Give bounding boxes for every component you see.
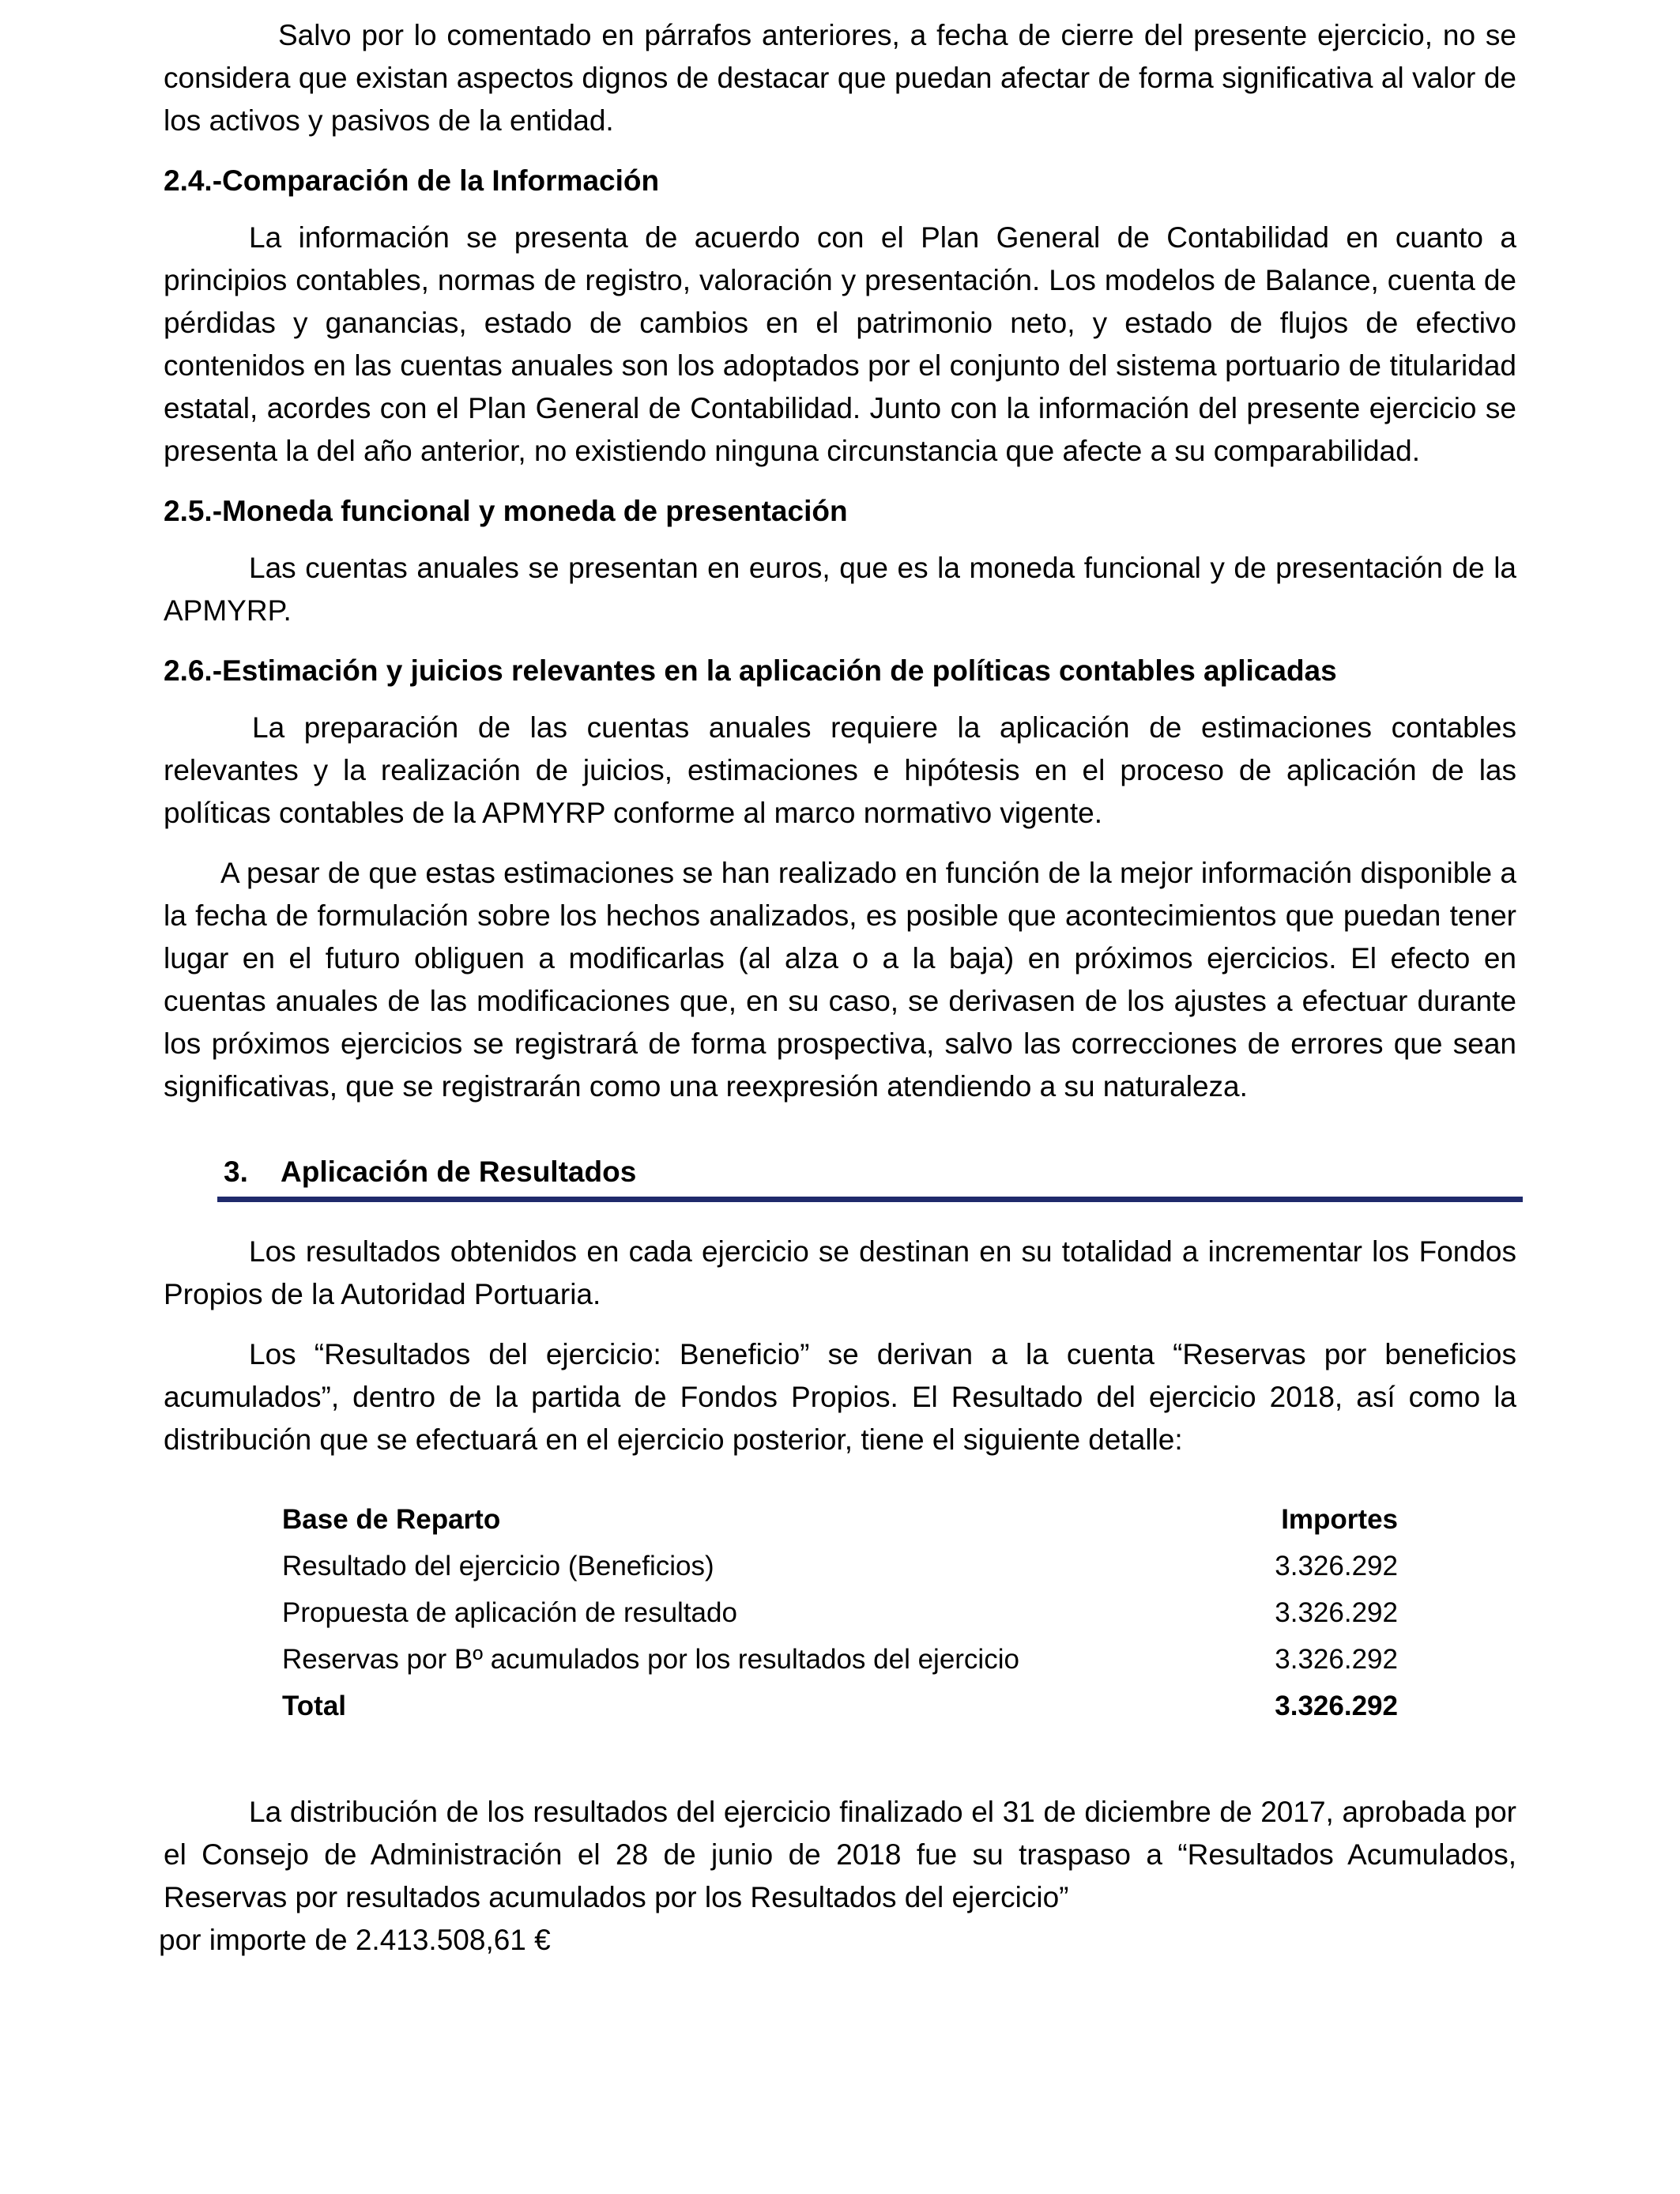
section-3-header xyxy=(217,1151,1523,1202)
section-2-4-body: La información se presenta de acuerdo con el Plan General de Contabilidad en cuanto a principios contables, normas de registro, valoración y presentación. Los modelos de Balance, cuenta de pérdidas y ganancias, estado de cambios en el patrimonio neto, y estado de flujos de efectivo contenidos en las cuentas anuales son los adoptados por el conjunto del sistema portuario de titularidad estatal, acordes con el Plan General de Contabilidad. Junto con la información del presente ejercicio se presenta la del año anterior, no existiendo ninguna circunstancia que afecte a su comparabilidad. xyxy=(164,221,1516,467)
table-row xyxy=(282,1636,1398,1683)
row-amount: 3.326.292 xyxy=(1275,1596,1398,1628)
table-row xyxy=(282,1589,1398,1636)
total-amount: 3.326.292 xyxy=(1275,1690,1398,1721)
row-amount: 3.326.292 xyxy=(1275,1550,1398,1581)
table-row xyxy=(282,1543,1398,1589)
section-2-6-body-1: La preparación de las cuentas anuales requiere la aplicación de estimaciones contables relevantes y la realización de juicios, estimaciones e hipótesis en el proceso de aplicación de las políticas contables de la APMYRP conforme al marco normativo vigente. xyxy=(164,711,1516,829)
total-label: Total xyxy=(282,1690,347,1721)
intro-paragraph: Salvo por lo comentado en párrafos anteriores, a fecha de cierre del presente ejercicio, no se considera que existan aspectos dignos de destacar que puedan afectar de forma significativa al valor de los activos y pasivos de la entidad. xyxy=(164,19,1516,137)
section-3-number: 3. xyxy=(224,1155,248,1188)
section-3-body-2: Los “Resultados del ejercicio: Beneficio” se derivan a la cuenta “Reservas por beneficios acumulados”, dentro de la partida de Fondos Propios. El Resultado del ejercicio 2018, así como la distribución que se efectuará en el ejercicio posterior, tiene el siguiente detalle: xyxy=(164,1338,1516,1456)
section-2-5-heading: 2.5.-Moneda funcional y moneda de presentación xyxy=(164,495,848,527)
table-header-row xyxy=(282,1496,1398,1543)
row-label: Propuesta de aplicación de resultado xyxy=(282,1596,737,1628)
section-2-5-body: Las cuentas anuales se presentan en euros, que es la moneda funcional y de presentación de la APMYRP. xyxy=(164,552,1516,627)
section-divider xyxy=(217,1197,1523,1202)
reparto-table xyxy=(282,1496,1398,1729)
section-3-body-1: Los resultados obtenidos en cada ejercicio se destinan en su totalidad a incrementar los Fondos Propios de la Autoridad Portuaria. xyxy=(164,1235,1516,1310)
document-page xyxy=(159,14,1516,1962)
header-base: Base de Reparto xyxy=(282,1503,501,1535)
section-2-4-heading: 2.4.-Comparación de la Información xyxy=(164,164,660,197)
row-label: Resultado del ejercicio (Beneficios) xyxy=(282,1550,714,1581)
section-3-title: Aplicación de Resultados xyxy=(281,1155,637,1188)
closing-block xyxy=(159,1791,1516,1962)
row-amount: 3.326.292 xyxy=(1275,1643,1398,1675)
section-3-heading xyxy=(217,1151,1523,1193)
closing-paragraph: La distribución de los resultados del ejercicio finalizado el 31 de diciembre de 2017, aprobada por el Consejo de Administración el 28 de junio de 2018 fue su traspaso a “Resultados Acumulados, Reservas por resultados acumulados por los Resultados del ejercicio” xyxy=(164,1796,1516,1913)
table-total-row xyxy=(282,1683,1398,1729)
closing-final-line: por importe de 2.413.508,61 € xyxy=(159,1924,551,1956)
header-importes: Importes xyxy=(1281,1503,1398,1535)
section-2-6-heading: 2.6.-Estimación y juicios relevantes en la aplicación de políticas contables aplicadas xyxy=(164,654,1337,687)
row-label: Reservas por Bº acumulados por los resultados del ejercicio xyxy=(282,1643,1019,1675)
section-2-6-body-2: A pesar de que estas estimaciones se han realizado en función de la mejor información disponible a la fecha de formulación sobre los hechos analizados, es posible que acontecimientos que puedan tener lugar en el futuro obliguen a modificarlas (al alza o a la baja) en próximos ejercicios. El efecto en cuentas anuales de las modificaciones que, en su caso, se derivasen de los ajustes a efectuar durante los próximos ejercicios se registrará de forma prospectiva, salvo las correcciones de errores que sean significativas, que se registrarán como una reexpresión atendiendo a su naturaleza. xyxy=(164,857,1516,1103)
